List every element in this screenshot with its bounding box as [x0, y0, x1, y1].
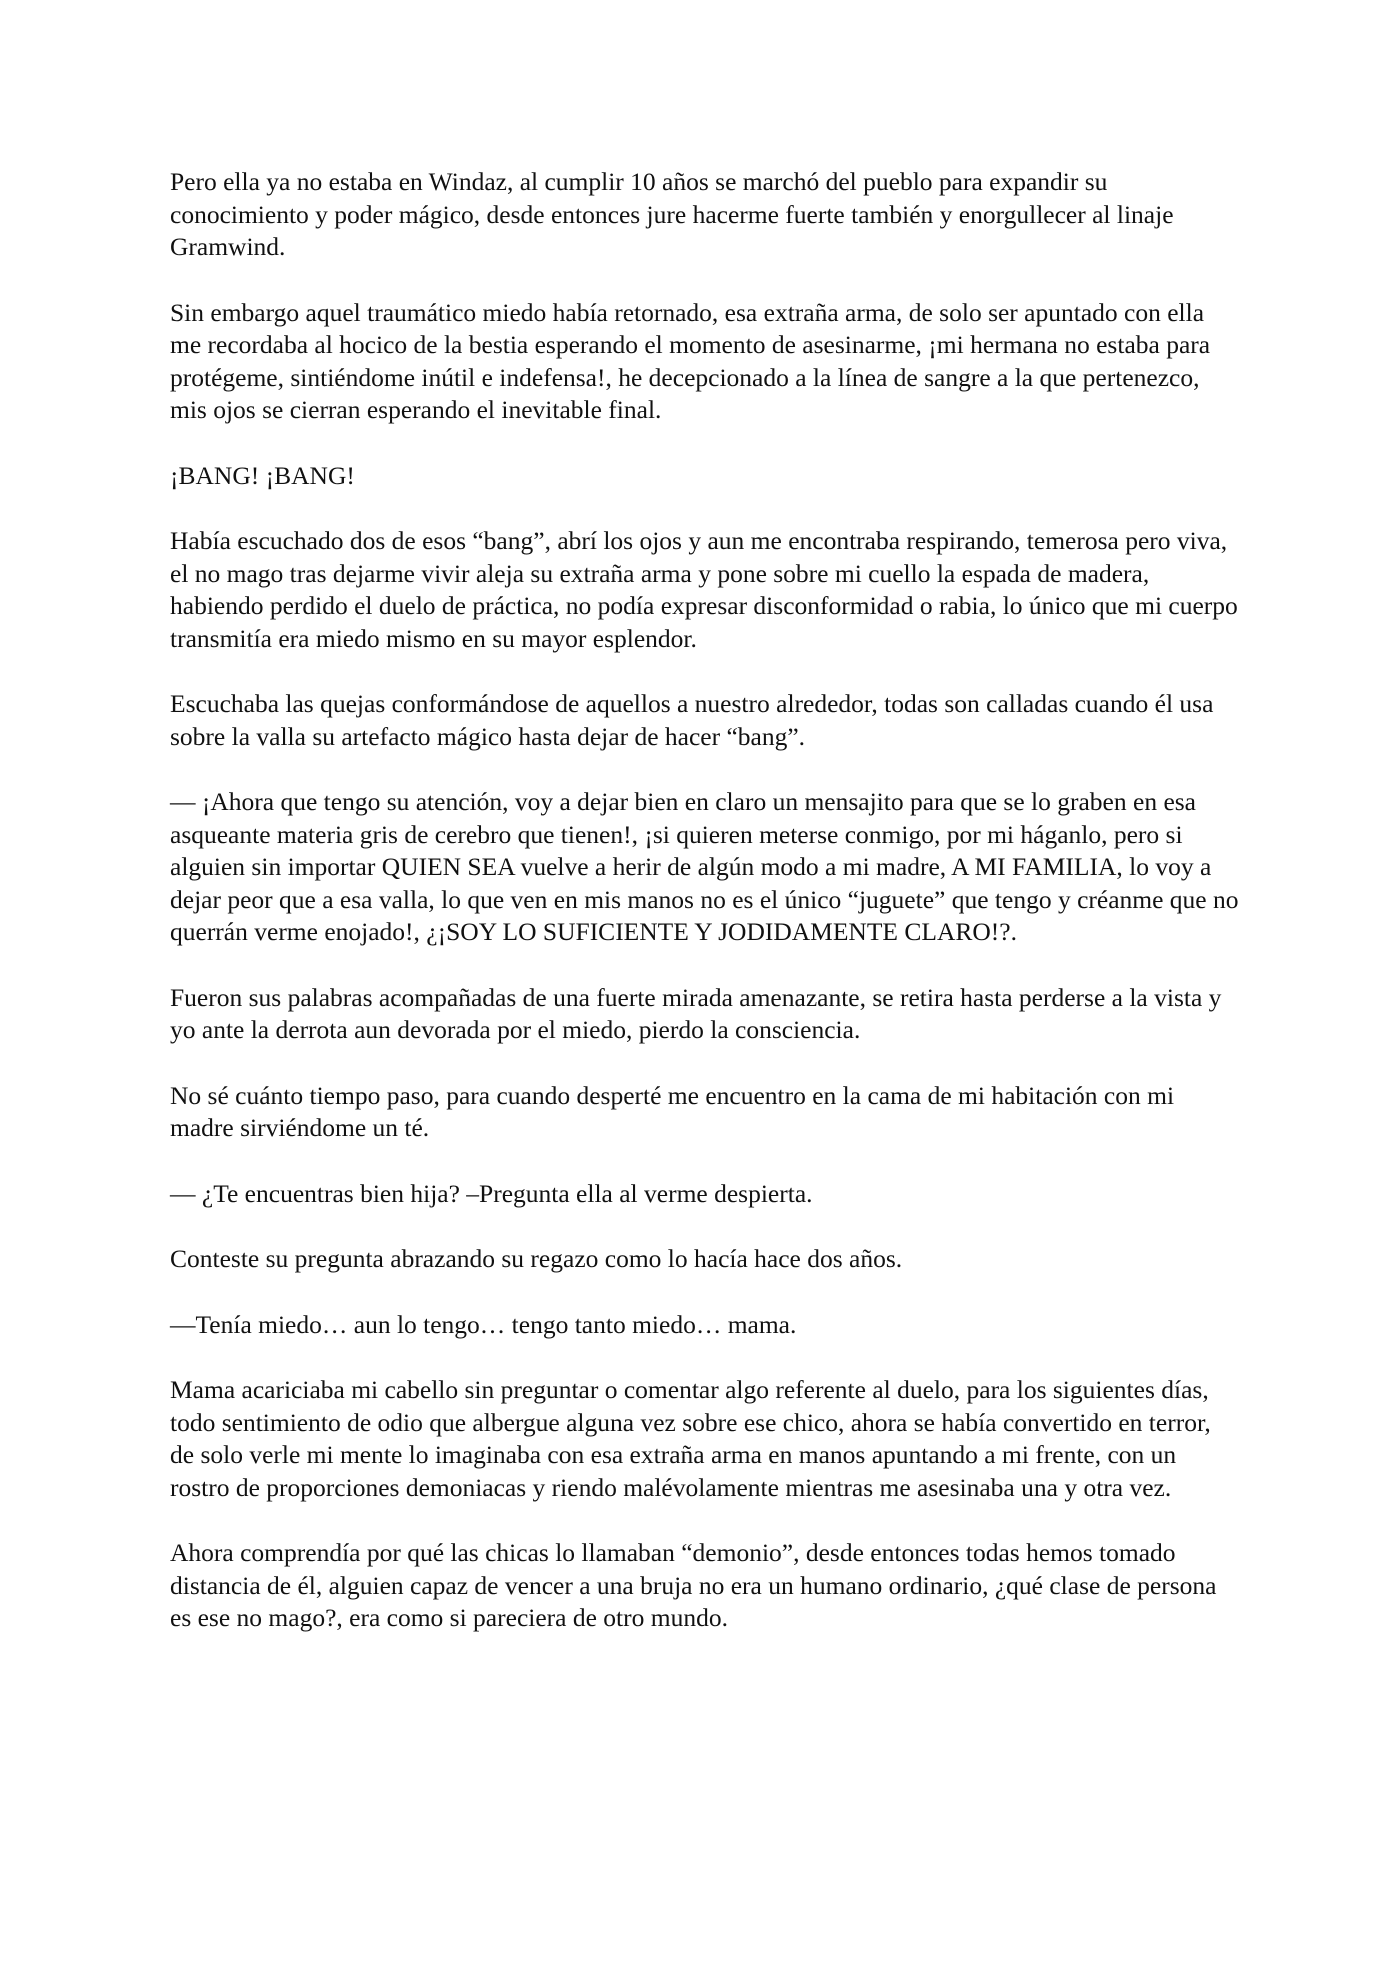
paragraph: Mama acariciaba mi cabello sin preguntar o comentar algo referente al duelo, para los siguientes días, todo sentimiento de odio que albergue alguna vez sobre ese chico, ahora se había convertido en terror, de solo verle mi mente lo imaginaba con esa extraña arma en manos apuntando a mi frente, con un rostro de proporciones demoniacas y riendo malévolamente mientras me asesinaba una y otra vez.	[170, 1375, 1211, 1502]
dialogue-paragraph: — ¡Ahora que tengo su atención, voy a dejar bien en claro un mensajito para que se lo graben en esa asqueante materia gris de cerebro que tienen!, ¡si quieren meterse conmigo, por mi háganlo, pero si alguien sin importar QUIEN SEA vuelve a herir de algún modo a mi madre, A MI FAMILIA, lo voy a dejar peor que a esa valla, lo que ven en mis manos no es el único “juguete” que tengo y créanme que no querrán verme enojado!, ¿¡SOY LO SUFICIENTE Y JODIDAMENTE CLARO!?.	[170, 787, 1239, 946]
paragraph: Pero ella ya no estaba en Windaz, al cumplir 10 años se marchó del pueblo para expandir su conocimiento y poder mágico, desde entonces jure hacerme fuerte también y enorgullecer al linaje Gramwind.	[170, 167, 1174, 261]
paragraph: Conteste su pregunta abrazando su regazo como lo hacía hace dos años.	[170, 1244, 903, 1273]
dialogue-paragraph: —Tenía miedo… aun lo tengo… tengo tanto miedo… mama.	[170, 1309, 797, 1339]
dialogue-paragraph: — ¿Te encuentras bien hija? –Pregunta ella al verme despierta.	[170, 1178, 813, 1208]
paragraph: Escuchaba las quejas conformándose de aquellos a nuestro alrededor, todas son calladas cuando él usa sobre la valla su artefacto mágico hasta dejar de hacer “bang”.	[170, 689, 1214, 751]
paragraph: Había escuchado dos de esos “bang”, abrí los ojos y aun me encontraba respirando, temerosa pero viva, el no mago tras dejarme vivir aleja su extraña arma y pone sobre mi cuello la espada de madera, habiendo perdido el duelo de práctica, no podía expresar disconformidad o rabia, lo único que mi cuerpo transmitía era miedo mismo en su mayor esplendor.	[170, 526, 1238, 653]
paragraph: Sin embargo aquel traumático miedo había retornado, esa extraña arma, de solo ser apuntado con ella me recordaba al hocico de la bestia esperando el momento de asesinarme, ¡mi hermana no estaba para protégeme, sintiéndome inútil e indefensa!, he decepcionado a la línea de sangre a la que pertenezco, mis ojos se cierran esperando el inevitable final.	[170, 297, 1211, 424]
paragraph: Fueron sus palabras acompañadas de una fuerte mirada amenazante, se retira hasta perderse a la vista y yo ante la derrota aun devorada por el miedo, pierdo la consciencia.	[170, 982, 1222, 1044]
document-body	[170, 166, 1240, 1668]
paragraph: Ahora comprendía por qué las chicas lo llamaban “demonio”, desde entonces todas hemos tomado distancia de él, alguien capaz de vencer a una bruja no era un humano ordinario, ¿qué clase de persona es ese no mago?, era como si pareciera de otro mundo.	[170, 1538, 1217, 1632]
paragraph: No sé cuánto tiempo paso, para cuando desperté me encuentro en la cama de mi habitación con mi madre sirviéndome un té.	[170, 1080, 1175, 1142]
paragraph: ¡BANG! ¡BANG!	[170, 460, 355, 490]
